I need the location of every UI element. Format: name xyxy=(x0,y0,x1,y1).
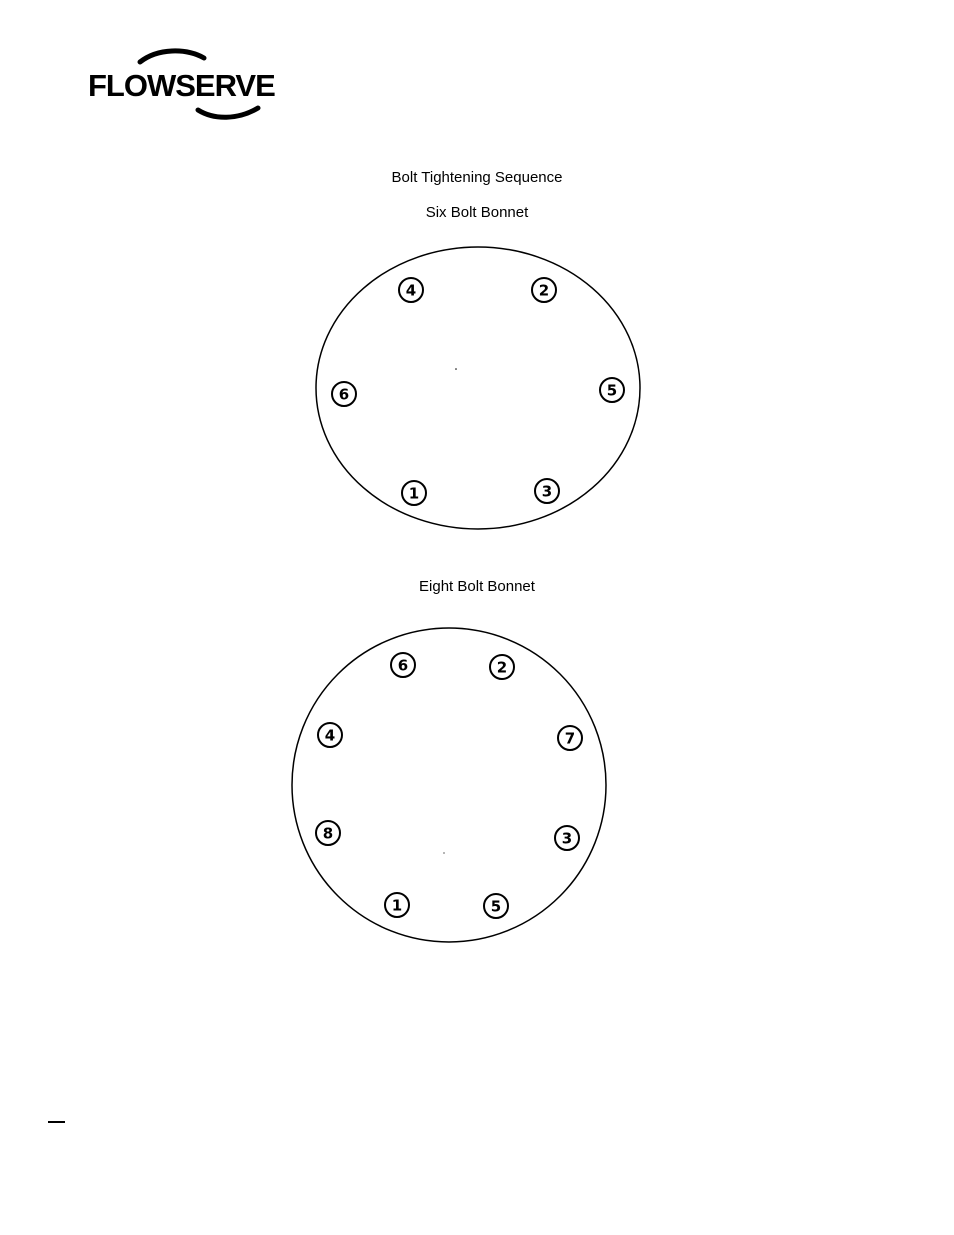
bolt-number: 1 xyxy=(408,484,420,503)
eight-bolt-flange-outline xyxy=(292,628,606,942)
eight-bolt-heading: Eight Bolt Bonnet xyxy=(419,578,535,595)
eight-bolt-center-dot xyxy=(443,852,444,853)
bolt-marker xyxy=(399,278,423,302)
page-footer-rule xyxy=(48,1121,65,1123)
bolt-number: 2 xyxy=(538,281,550,300)
bolt-marker xyxy=(318,723,342,747)
bolt-number: 7 xyxy=(564,729,576,748)
bolt-number: 4 xyxy=(405,281,417,300)
six-bolt-svg xyxy=(0,240,954,550)
bolt-number: 2 xyxy=(496,658,508,677)
six-bolt-center-dot xyxy=(455,368,457,370)
eight-bolt-svg xyxy=(0,620,954,950)
bolt-marker xyxy=(402,481,426,505)
bolt-number: 5 xyxy=(490,897,502,916)
six-bolt-diagram xyxy=(0,240,954,550)
bolt-number: 3 xyxy=(561,829,573,848)
bolt-number: 6 xyxy=(397,656,409,675)
six-bolt-flange-outline xyxy=(316,247,640,529)
bolt-marker xyxy=(385,893,409,917)
bolt-marker xyxy=(558,726,582,750)
eight-bolt-diagram xyxy=(0,620,954,950)
bolt-marker xyxy=(332,382,356,406)
bolt-marker xyxy=(316,821,340,845)
flowserve-logo xyxy=(88,48,282,124)
bolt-marker xyxy=(490,655,514,679)
bolt-number: 4 xyxy=(324,726,336,745)
bolt-marker xyxy=(535,479,559,503)
logo-wordmark: FLOWSERVE xyxy=(88,68,275,103)
bolt-number: 5 xyxy=(606,381,618,400)
bolt-number: 8 xyxy=(322,824,334,843)
bolt-marker xyxy=(600,378,624,402)
six-bolt-heading: Six Bolt Bonnet xyxy=(425,204,529,221)
bolt-marker xyxy=(555,826,579,850)
figure-title: Bolt Tightening Sequence xyxy=(391,169,563,186)
bolt-marker xyxy=(391,653,415,677)
bolt-number: 6 xyxy=(338,385,350,404)
bolt-marker xyxy=(532,278,556,302)
bolt-number: 1 xyxy=(391,896,403,915)
bolt-marker xyxy=(484,894,508,918)
bolt-number: 3 xyxy=(541,482,553,501)
